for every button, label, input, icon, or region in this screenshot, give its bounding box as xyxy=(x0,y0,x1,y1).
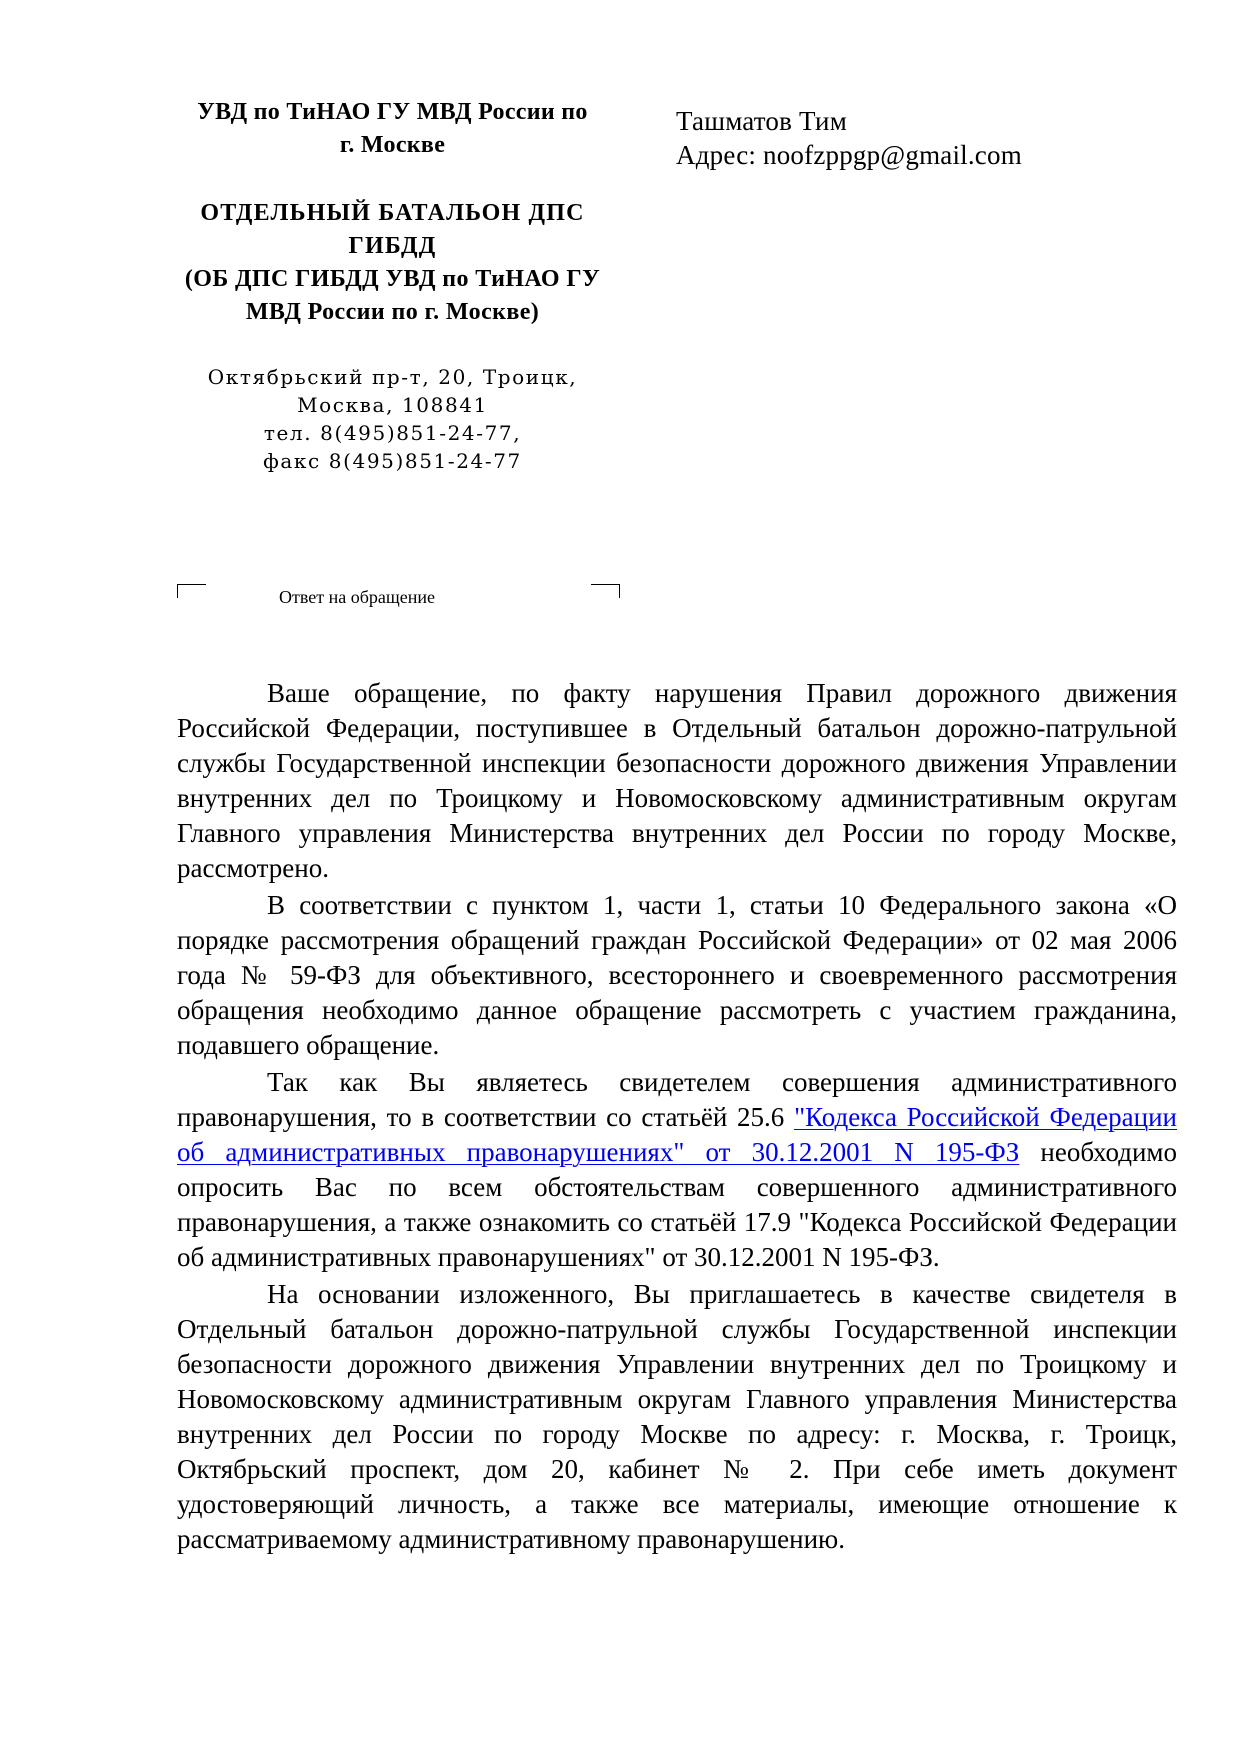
ministry-name xyxy=(150,96,635,162)
address-line: Октябрьский пр-т, 20, Троицк, xyxy=(207,365,578,389)
corner-mark-left xyxy=(177,584,206,598)
paragraph-legal-basis: В соответствии с пунктом 1, части 1, статьи 10 Федерального закона «О порядке рассмотрения обращений граждан Российской Федерации» от 02 мая 2006 года № 59-ФЗ для объективного, всестороннего и своевременного рассмотрения обращения необходимо данное обращение рассмотреть с участием гражданина, подавшего обращение. xyxy=(177,890,1177,1060)
paragraph-text: Так как Вы являетесь свидетелем совершения административного правонарушения, то в соответствии со статьёй 25.6 xyxy=(177,1067,1177,1132)
unit-line: ГИБДД xyxy=(348,233,437,259)
unit-abbreviation-line: МВД России по г. Москве) xyxy=(245,299,540,325)
paragraph-review-notice: Ваше обращение, по факту нарушения Правил дорожного движения Российской Федерации, поступившее в Отдельный батальон дорожно-патрульной службы Государственной инспекции безопасности дорожного движения Управлении внутренних дел по Троицкому и Новомосковскому административным округам Главного управления Министерства внутренних дел России по городу Москве, рассмотрено. xyxy=(177,678,1177,883)
paragraph-witness-status xyxy=(177,1065,1177,1275)
phone-number: тел. 8(495)851-24-77, xyxy=(263,421,522,445)
administrative-code-link[interactable]: "Кодекса Российской Федерации об административных правонарушениях" от 30.12.2001 N 195-ФЗ xyxy=(177,1102,1177,1167)
recipient-block xyxy=(676,104,1022,172)
letter-body xyxy=(177,676,1177,1559)
unit-line: ОТДЕЛЬНЫЙ БАТАЛЬОН ДПС xyxy=(200,200,585,226)
ministry-line: УВД по ТиНАО ГУ МВД России по xyxy=(197,99,588,125)
paragraph-invitation: На основании изложенного, Вы приглашаетесь в качестве свидетеля в Отдельный батальон дорожно-патрульной службы Государственной инспекции безопасности дорожного движения Управлении внутренних дел по Троицкому и Новомосковскому административным округам Главного управления Министерства внутренних дел России по городу Москве по адресу: г. Москва, г. Троицк, Октябрьский проспект, дом 20, кабинет № 2. При себе иметь документ удостоверяющий личность, а также все материалы, имеющие отношение к рассматриваемому административному правонарушению. xyxy=(177,1279,1177,1554)
address-line: Москва, 108841 xyxy=(297,393,488,417)
sender-address xyxy=(150,363,635,475)
unit-name xyxy=(150,197,635,329)
letterhead xyxy=(150,96,635,475)
subject-line xyxy=(177,584,620,610)
unit-abbreviation-line: (ОБ ДПС ГИБДД УВД по ТиНАО ГУ xyxy=(184,266,601,292)
recipient-name: Ташматов Тим xyxy=(676,106,847,136)
recipient-address: Адрес: noofzppgp@gmail.com xyxy=(676,140,1022,170)
corner-mark-right xyxy=(591,584,620,598)
fax-number: факс 8(495)851-24-77 xyxy=(263,449,522,473)
paragraph-text: необходимо опросить Вас по всем обстоятельствам совершенного административного правонарушения, а также ознакомить со статьёй 17.9 "Кодекса Российской Федерации об административных правонарушениях" от 30.12.2001 N 195-ФЗ. xyxy=(177,1137,1178,1272)
ministry-line: г. Москве xyxy=(339,132,446,158)
subject-text: Ответ на обращение xyxy=(279,587,435,607)
